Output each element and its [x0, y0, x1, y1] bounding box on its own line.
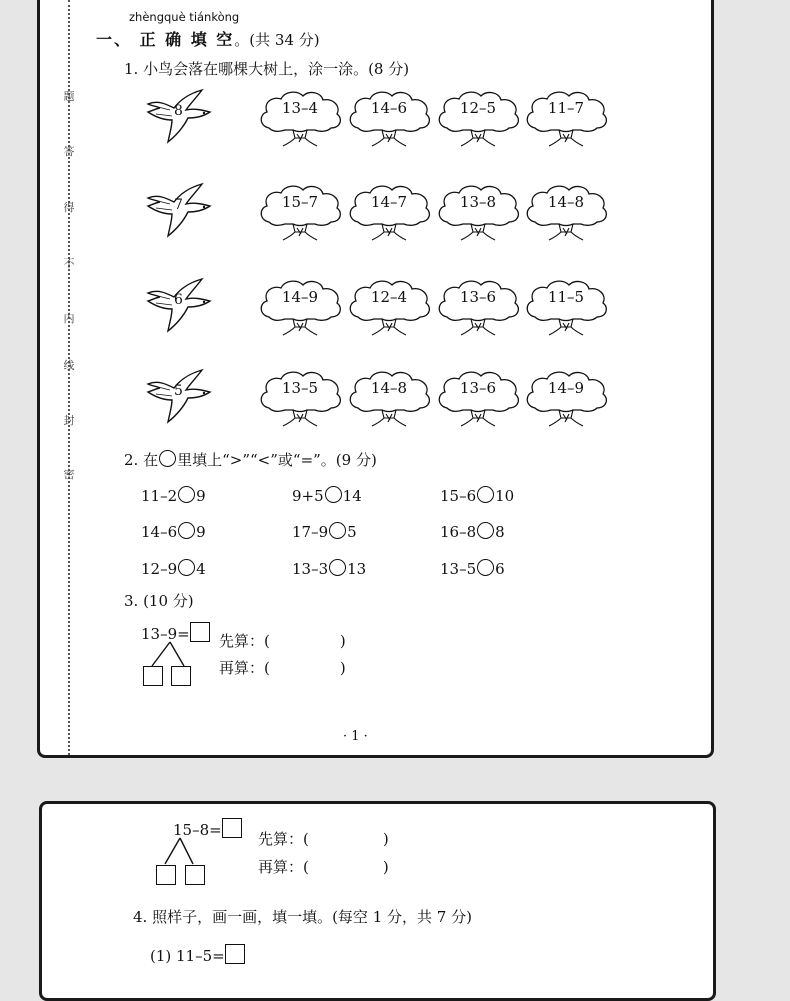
compare-left: 17–9: [292, 523, 329, 541]
side-label: 封: [63, 414, 75, 427]
compare-circle[interactable]: [329, 522, 346, 539]
q3-split-lines: [140, 640, 200, 668]
compare-circle[interactable]: [477, 559, 494, 576]
compare-left: 15–6: [440, 487, 477, 505]
compare-right: 9: [196, 523, 206, 541]
q3-title: 3. (10 分): [124, 592, 194, 610]
compare-item: [440, 522, 505, 541]
compare-item: [141, 559, 206, 578]
q3-first-step: [219, 630, 346, 651]
q3-first-label: 先算：(: [219, 632, 270, 650]
compare-right: 4: [196, 560, 206, 578]
compare-right: 9: [196, 487, 206, 505]
q2-title-post: 里填上“>”“<”或“=”。(9 分): [177, 451, 377, 469]
q3-split-box-left[interactable]: [143, 666, 163, 686]
p2-expr-text: 15–8=: [173, 821, 222, 839]
tree-option[interactable]: [523, 182, 609, 242]
bird-number: 6: [174, 292, 183, 308]
tree-option[interactable]: [346, 277, 432, 337]
q4-sub-1-text: (1) 11–5=: [150, 947, 225, 965]
q1-title: 1. 小鸟会落在哪棵大树上，涂一涂。(8 分): [124, 60, 410, 78]
tree-option[interactable]: [435, 88, 521, 148]
tree-expression: 15–7: [281, 193, 319, 211]
side-label: 内: [63, 312, 75, 325]
compare-left: 14–6: [141, 523, 178, 541]
tree-expression: 11–5: [547, 288, 585, 306]
compare-item: [440, 486, 514, 505]
tree-expression: 13–4: [281, 99, 319, 117]
tree-expression: 14–7: [370, 193, 408, 211]
compare-right: 6: [495, 560, 505, 578]
tree-option[interactable]: [257, 88, 343, 148]
p2-then-close: ): [382, 858, 389, 876]
tree-option[interactable]: [346, 88, 432, 148]
compare-circle[interactable]: [178, 486, 195, 503]
tree-expression: 12–4: [370, 288, 408, 306]
q4-title: 4. 照样子，画一画，填一填。(每空 1 分，共 7 分): [133, 908, 472, 926]
section-heading: [96, 27, 320, 50]
compare-right: 8: [495, 523, 505, 541]
tree-option[interactable]: [257, 277, 343, 337]
q2-title-pre: 2. 在: [124, 451, 159, 469]
bird-icon: [144, 86, 216, 146]
tree-expression: 12–5: [459, 99, 497, 117]
side-label: 答: [63, 145, 75, 158]
compare-right: 13: [347, 560, 367, 578]
compare-left: 12–9: [141, 560, 178, 578]
side-label: 密: [63, 468, 75, 481]
compare-item: [141, 486, 206, 505]
compare-circle[interactable]: [329, 559, 346, 576]
p2-answer-box[interactable]: [222, 818, 242, 838]
q3-first-close: ): [339, 632, 346, 650]
p2-first-label: 先算：(: [258, 830, 309, 848]
tree-expression: 13–6: [459, 288, 497, 306]
bird-icon: [144, 275, 216, 335]
compare-item: [292, 522, 357, 541]
side-label: 线: [63, 359, 75, 372]
compare-circle[interactable]: [477, 522, 494, 539]
tree-expression: 14–9: [547, 379, 585, 397]
side-label: 不: [63, 257, 75, 270]
q4-answer-box[interactable]: [225, 944, 245, 964]
compare-right: 10: [495, 487, 515, 505]
tree-option[interactable]: [346, 182, 432, 242]
q3-expr-text: 13–9=: [141, 625, 190, 643]
tree-option[interactable]: [435, 277, 521, 337]
tree-expression: 14–8: [370, 379, 408, 397]
compare-circle[interactable]: [477, 486, 494, 503]
compare-item: [292, 486, 362, 505]
compare-item: [292, 559, 366, 578]
compare-left: 16–8: [440, 523, 477, 541]
compare-left: 13–3: [292, 560, 329, 578]
bird-icon: [144, 180, 216, 240]
side-label: 题: [63, 90, 75, 103]
q4-sub-1: [150, 944, 245, 965]
q3-then-label: 再算：(: [219, 659, 270, 677]
section-title: 一、 正 确 填 空: [96, 30, 235, 49]
tree-expression: 14–9: [281, 288, 319, 306]
side-label: 得: [63, 201, 75, 214]
tree-option[interactable]: [435, 182, 521, 242]
tree-expression: 14–6: [370, 99, 408, 117]
p2-then-label: 再算：(: [258, 858, 309, 876]
bird-icon: [144, 366, 216, 426]
tree-option[interactable]: [346, 368, 432, 428]
compare-item: [141, 522, 206, 541]
p2-split-box-right[interactable]: [185, 865, 205, 885]
compare-item: [440, 559, 505, 578]
circle-symbol-icon: [159, 450, 176, 467]
p2-first-close: ): [382, 830, 389, 848]
bird-number: 7: [174, 197, 183, 213]
tree-option[interactable]: [523, 88, 609, 148]
p2-then-step: [258, 856, 389, 877]
tree-expression: 13–8: [459, 193, 497, 211]
q3-then-close: ): [339, 659, 346, 677]
compare-circle[interactable]: [325, 486, 342, 503]
tree-option[interactable]: [523, 277, 609, 337]
tree-option[interactable]: [435, 368, 521, 428]
section-score: 。(共 34 分): [234, 31, 320, 49]
p2-split-lines: [155, 836, 215, 866]
section-pinyin: zhèngquè tiánkòng: [129, 10, 240, 24]
tree-expression: 13–5: [281, 379, 319, 397]
compare-left: 13–5: [440, 560, 477, 578]
p2-split-box-left[interactable]: [156, 865, 176, 885]
compare-left: 9+5: [292, 487, 324, 505]
bird-number: 8: [174, 103, 183, 119]
tree-option[interactable]: [257, 182, 343, 242]
compare-circle[interactable]: [178, 522, 195, 539]
q3-split-box-right[interactable]: [171, 666, 191, 686]
p2-first-step: [258, 828, 389, 849]
q2-title: [124, 449, 377, 470]
binding-dotted-line: [68, 0, 70, 755]
compare-left: 11–2: [141, 487, 178, 505]
compare-circle[interactable]: [178, 559, 195, 576]
q3-answer-box[interactable]: [190, 622, 210, 642]
compare-right: 5: [347, 523, 357, 541]
tree-option[interactable]: [523, 368, 609, 428]
tree-expression: 14–8: [547, 193, 585, 211]
tree-expression: 13–6: [459, 379, 497, 397]
compare-right: 14: [342, 487, 362, 505]
q3-then-step: [219, 657, 346, 678]
bird-number: 5: [174, 383, 183, 399]
tree-option[interactable]: [257, 368, 343, 428]
tree-expression: 11–7: [547, 99, 585, 117]
page-number: · 1 ·: [343, 729, 368, 744]
